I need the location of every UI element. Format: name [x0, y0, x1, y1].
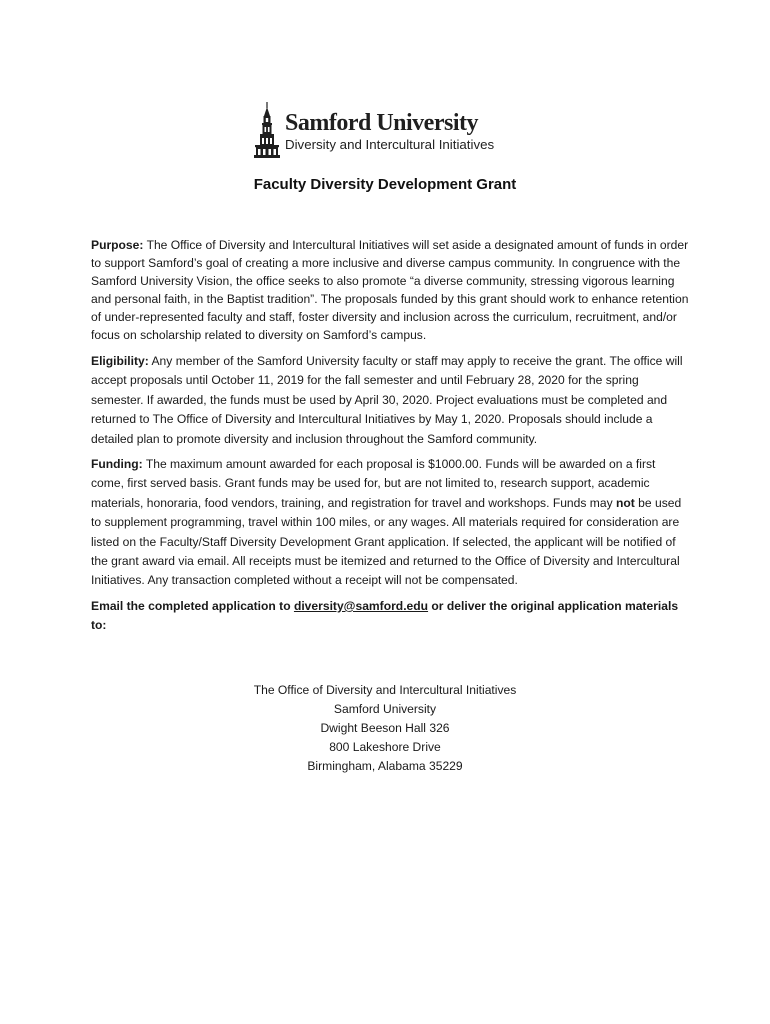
purpose-paragraph	[91, 236, 691, 344]
email-instruction	[91, 597, 691, 636]
address-line-street: 800 Lakeshore Drive	[329, 740, 441, 754]
email-text-after: or deliver the original application materials to:	[91, 598, 679, 633]
address-line-office: The Office of Diversity and Intercultural Initiatives	[253, 683, 517, 697]
funding-paragraph	[91, 455, 691, 591]
mailing-address	[0, 681, 770, 776]
funding-text-after: be used to supplement programming, travel within 100 miles, or any wages. All materials required for consideration are listed on the Faculty/Staff Diversity Development Grant application. If selected, the applicant will be notified of the grant award via email. All receipts must be itemized and returned to the Office of Diversity and Intercultural Initiatives. Any transaction completed without a receipt will not be compensated.	[91, 495, 682, 588]
eligibility-paragraph	[91, 352, 691, 449]
email-text-before: Email the completed application to	[91, 598, 294, 613]
purpose-text: The Office of Diversity and Intercultural Initiatives will set aside a designated amount of funds in order to support Samford’s goal of creating a more inclusive and diverse campus community. In congruence with the Samford University Vision, the office seeks to also promote “a diverse community, stressing vigorous learning and personal faith, in the Baptist tradition”. The proposals funded by this grant should work to enhance retention of under-represented faculty and staff, foster diversity and inclusion across the curriculum, recruitment, and/or focus on scholarship related to diversity on Samford’s campus.	[91, 238, 689, 342]
address-line-building: Dwight Beeson Hall 326	[320, 721, 450, 735]
purpose-label: Purpose:	[91, 238, 144, 252]
bell-tower-icon	[254, 102, 280, 158]
funding-bold-word: not	[616, 495, 635, 510]
email-link[interactable]: diversity@samford.edu	[293, 598, 429, 613]
funding-text-before: The maximum amount awarded for each proposal is $1000.00. Funds will be awarded on a first come, first served basis. Grant funds may be used for, but are not limited to, research support, academic materials, honoraria, food vendors, training, and registration for travel and workshops. Funds may	[91, 457, 656, 510]
office-name: Diversity and Intercultural Initiatives	[285, 137, 495, 152]
address-line-university: Samford University	[333, 702, 437, 716]
samford-logo	[254, 102, 524, 162]
eligibility-label: Eligibility:	[91, 354, 149, 368]
university-name: Samford University	[285, 110, 478, 136]
eligibility-text: Any member of the Samford University faculty or staff may apply to receive the grant. The office will accept proposals until October 11, 2019 for the fall semester and until February 28, 2020 for the spring semester. If awarded, the funds must be used by April 30, 2020. Project evaluations must be completed and returned to The Office of Diversity and Intercultural Initiatives by May 1, 2020. Proposals should include a detailed plan to promote diversity and inclusion throughout the Samford community.	[91, 354, 683, 446]
address-line-city: Birmingham, Alabama 35229	[307, 759, 463, 773]
page-title: Faculty Diversity Development Grant	[253, 176, 517, 193]
document-body	[91, 236, 691, 636]
funding-label: Funding:	[91, 457, 143, 472]
